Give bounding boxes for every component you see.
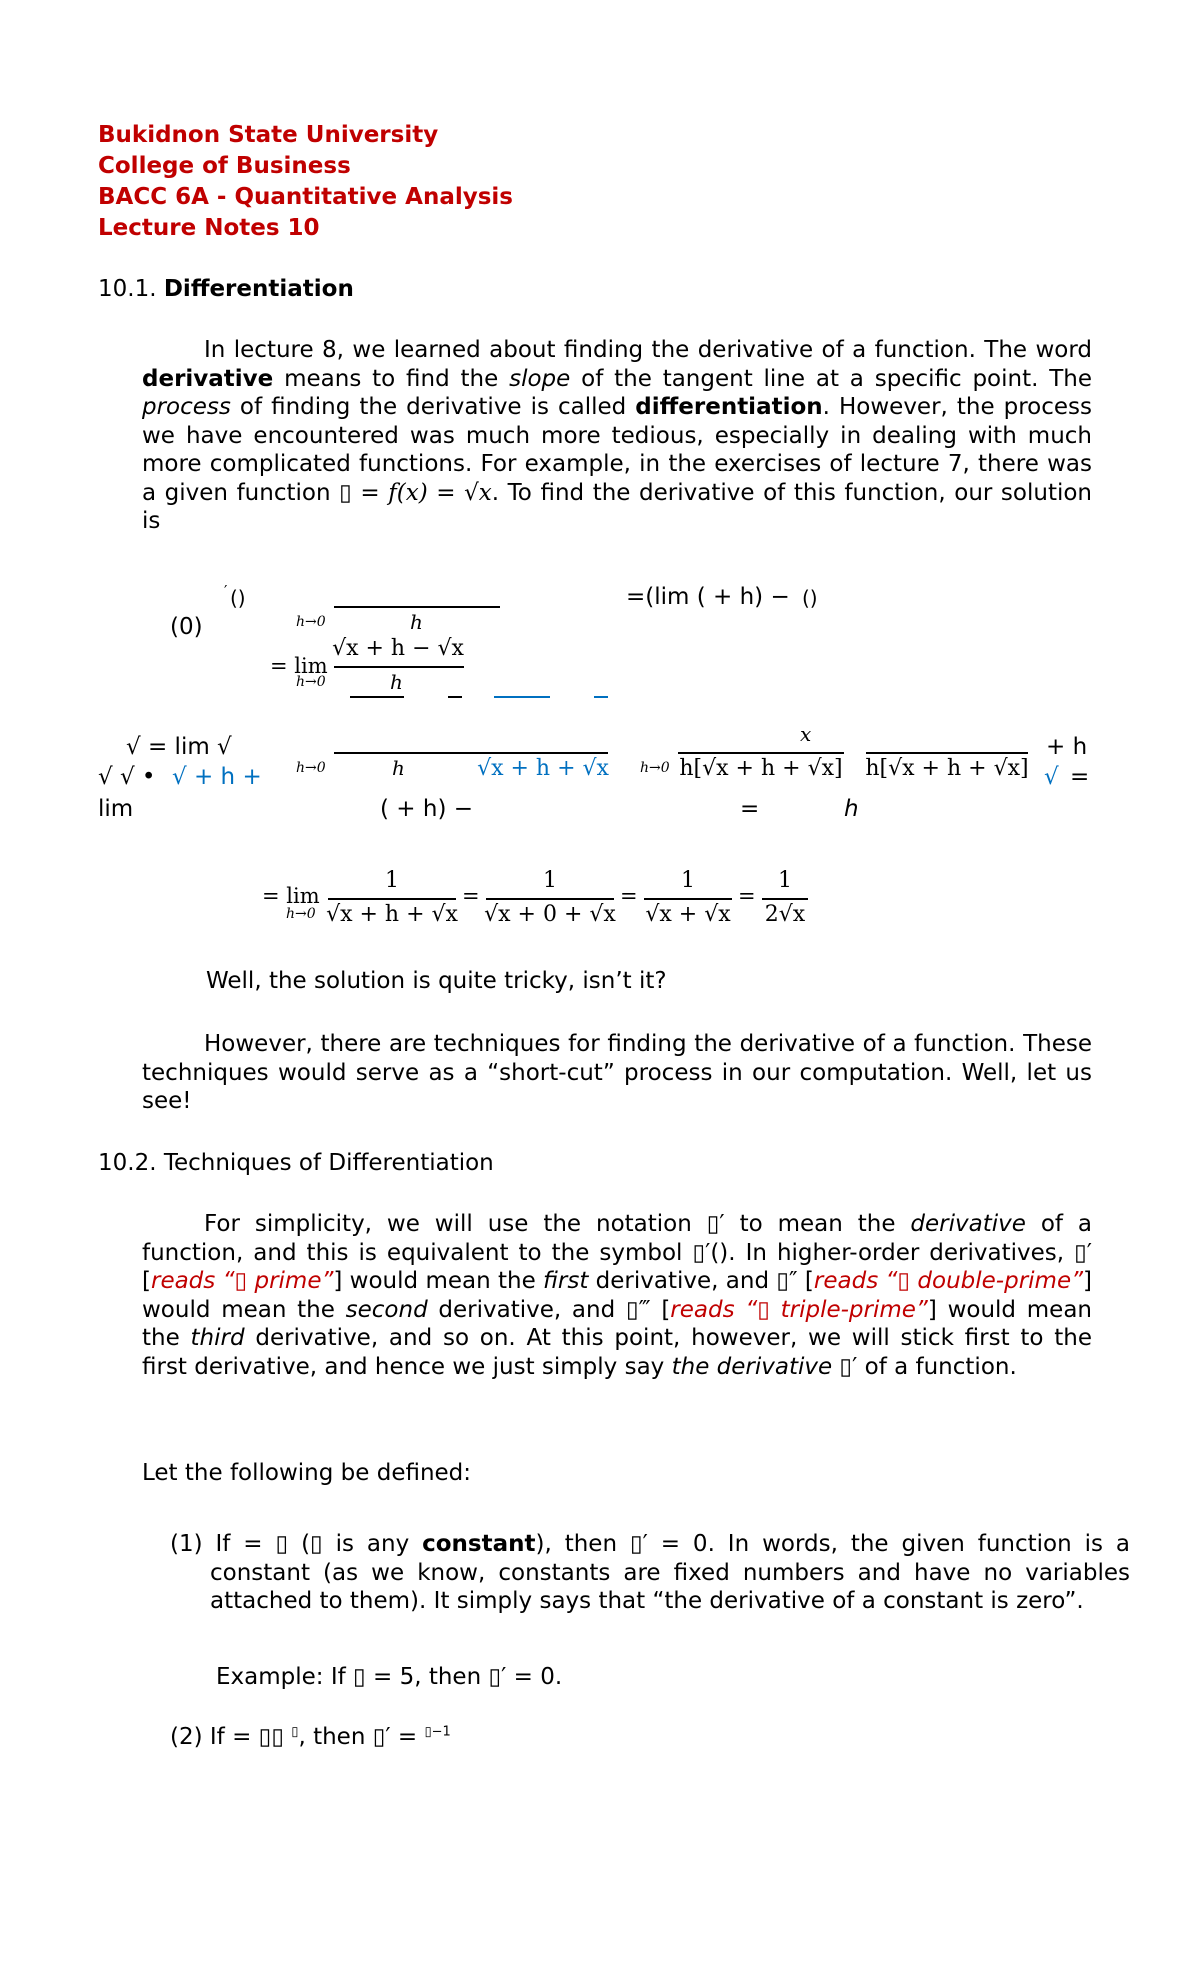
derivation-term: h	[844, 796, 859, 822]
derivation-line4-left: √ √ •	[98, 764, 156, 790]
text-run: In lecture 8, we learned about finding the derivative of a function. The word	[204, 337, 1092, 363]
function-box: ()	[230, 586, 246, 610]
text-run: ] would mean the	[142, 1268, 1092, 1323]
fraction-bar	[334, 606, 500, 608]
fraction-denominator: h	[392, 756, 405, 780]
notation-symbol: ▯″	[776, 1268, 798, 1294]
text-run: derivative, and so on. At this point, however, we will stick first to the first derivative, and hence we just simply say	[142, 1325, 1092, 1380]
fraction-numerator: √x + h − √x	[332, 636, 464, 661]
limit-subscript: h→0	[296, 674, 326, 690]
notation-symbol: ▯′	[706, 1211, 725, 1237]
derivation-line5-lim: lim	[98, 796, 134, 822]
text-run: . However, the process we have encountered was much more tedious, especially in dealing with much more complicated functions. For example, in the exercises of lecture 7, there was a given function	[142, 394, 1093, 506]
definitions-intro: Let the following be defined:	[142, 1460, 472, 1486]
text-run: For simplicity, we will use the notation	[204, 1211, 707, 1237]
text-run: . To find the derivative of this function, our solution is	[142, 479, 1093, 534]
notation-symbol: ▯′()	[692, 1239, 729, 1266]
text-run: [	[650, 1296, 671, 1323]
text-run: of a function, and this is equivalent to the symbol	[142, 1211, 1092, 1266]
text-run: derivative	[910, 1211, 1026, 1237]
text-run: differentiation	[635, 394, 823, 420]
derivation-line1-label: (0)	[170, 614, 203, 640]
text-run: process	[142, 394, 231, 420]
section-heading	[98, 276, 354, 302]
final-denominator: √x + 0 + √x	[484, 902, 616, 927]
fraction-bar	[328, 898, 456, 900]
text-run: [	[797, 1268, 814, 1294]
section2-heading: 10.2. Techniques of Differentiation	[98, 1150, 494, 1176]
text-run: of the tangent line at a specific point. The	[570, 365, 1093, 392]
text-run: first	[543, 1268, 589, 1294]
limit-subscript: h→0	[296, 760, 326, 776]
text-run: third	[190, 1325, 245, 1351]
prime-mark: ′	[224, 582, 228, 600]
conjugate-denominator: √x + h + √x	[477, 756, 609, 781]
notation-symbol: ▯′	[1074, 1239, 1092, 1266]
final-limit: = lim	[262, 884, 320, 908]
text-run: ), then ▯′ = 0. In words, the given function is a constant (as we know, constants are fixed numbers and have no variables attached to them). It simply says that “the derivative of a constant is zero”.	[210, 1531, 1130, 1614]
text-run: (1) If = ▯ (▯ is any	[170, 1531, 423, 1557]
final-denominator: 2√x	[764, 902, 806, 927]
final-denominator: √x + √x	[645, 902, 731, 927]
minus-sign	[448, 696, 462, 698]
fraction-bar	[644, 898, 732, 900]
intro-paragraph	[142, 336, 1092, 536]
text-run: ] would mean the	[333, 1268, 544, 1294]
derivation-line3-left: √ = lim √	[126, 734, 232, 760]
function-formula: = f(x) = √x	[360, 479, 492, 506]
fraction-denominator: h[√x + h + √x]	[865, 756, 1029, 781]
derivation-term: + h	[1046, 734, 1088, 760]
equals-sign: =	[620, 884, 638, 908]
remark-text: However, there are techniques for finding the derivative of a function. These techniques would serve as a “short-cut” process in our computation. Well, let us see!	[142, 1031, 1092, 1114]
equals-sign: =	[738, 884, 756, 908]
fraction-bar	[486, 898, 614, 900]
exponent: ▯−1	[424, 1724, 451, 1740]
minus-sign	[594, 696, 608, 698]
text-run: of finding the derivative is called	[230, 394, 636, 420]
text-run: to mean the	[724, 1211, 911, 1237]
final-numerator: 1	[778, 868, 792, 893]
rule-1-example: Example: If ▯ = 5, then ▯′ = 0.	[216, 1664, 563, 1690]
limit-subscript: h→0	[286, 906, 316, 922]
college-name: College of Business	[98, 153, 351, 179]
notation-symbol: ▯‴	[625, 1296, 651, 1323]
final-numerator: 1	[385, 868, 399, 893]
exponent: ▯	[291, 1724, 299, 1740]
final-numerator: 1	[543, 868, 557, 893]
final-denominator: √x + h + √x	[326, 902, 458, 927]
limit-subscript: h→0	[640, 760, 670, 776]
derivation-line5-term: ( + h) −	[380, 796, 473, 822]
remark-text: Well, the solution is quite tricky, isn’t it?	[206, 968, 667, 994]
derivation-blue-term: √ + h +	[172, 764, 262, 790]
fraction-bar	[478, 752, 608, 754]
course-title: BACC 6A - Quantitative Analysis	[98, 184, 513, 210]
limit-subscript: h→0	[296, 614, 326, 630]
section-number: 10.1.	[98, 276, 157, 302]
notation-paragraph	[142, 1210, 1092, 1381]
rule-1	[170, 1530, 1130, 1616]
final-numerator: 1	[681, 868, 695, 893]
lecture-title: Lecture Notes 10	[98, 215, 320, 241]
limit-expression: = lim	[270, 654, 328, 678]
fraction-denominator: h	[390, 670, 403, 694]
reading-note: reads “▯ double-prime”	[813, 1268, 1084, 1294]
fraction-bar	[350, 696, 404, 698]
equals-sign: =	[462, 884, 480, 908]
text-run: ▯′ of a function.	[832, 1353, 1017, 1380]
text-run: constant	[422, 1531, 536, 1557]
text-run: , then ▯′ =	[298, 1724, 425, 1750]
text-run: derivative	[142, 365, 274, 392]
fraction-denominator: h[√x + h + √x]	[679, 756, 843, 781]
remark-paragraph	[142, 1030, 1092, 1116]
text-run: . In higher-order derivatives,	[728, 1239, 1075, 1266]
text-run: means to find the	[273, 365, 510, 392]
text-run: second	[345, 1296, 428, 1323]
fraction-bar	[866, 752, 1028, 754]
fraction-denominator: h	[410, 610, 423, 634]
rule-2	[170, 1724, 451, 1750]
missing-glyph: ▯	[339, 479, 352, 506]
derivation-line1-right: =(lim ( + h) −	[626, 584, 790, 610]
text-run: slope	[509, 365, 571, 392]
text-run: ] would mean the	[142, 1296, 1092, 1351]
reading-note: reads “▯ triple-prime”	[670, 1296, 928, 1323]
fraction-numerator: x	[800, 722, 812, 746]
equals-sign: =	[740, 796, 760, 822]
fraction-bar	[678, 752, 844, 754]
text-run: derivative, and	[427, 1296, 626, 1323]
section-title: Differentiation	[163, 276, 354, 302]
text-run: the derivative	[671, 1353, 833, 1380]
fraction-bar	[334, 752, 500, 754]
reading-note: reads “▯ prime”	[150, 1268, 334, 1294]
text-run: [	[142, 1268, 151, 1294]
text-run: derivative, and	[588, 1268, 777, 1294]
fraction-bar	[762, 898, 808, 900]
fraction-bar	[494, 696, 550, 698]
derivation-blue-term: √	[1044, 764, 1059, 790]
text-run: (2) If = ▯▯	[170, 1724, 292, 1750]
equals-sign: =	[1070, 764, 1090, 790]
fraction-bar	[334, 666, 464, 668]
function-box: ()	[802, 586, 818, 610]
university-name: Bukidnon State University	[98, 122, 439, 148]
